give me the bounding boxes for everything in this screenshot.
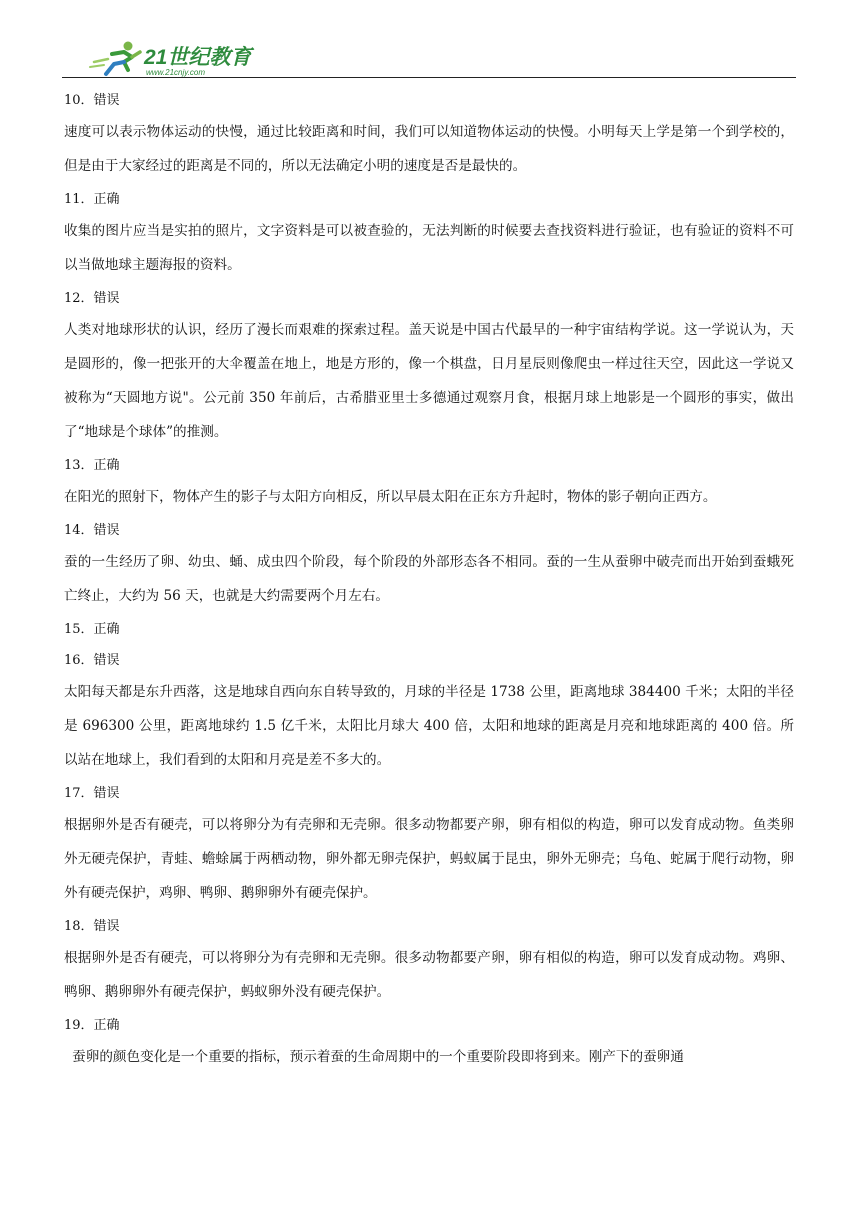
answer-item bbox=[64, 86, 794, 183]
page-header bbox=[62, 40, 796, 80]
answer-label: 13．正确 bbox=[64, 458, 120, 473]
answer-item bbox=[64, 1011, 794, 1074]
answer-label: 12．错误 bbox=[64, 291, 120, 306]
answer-explanation: 蚕卵的颜色变化是一个重要的指标，预示着蚕的生命周期中的一个重要阶段即将到来。刚产下的蚕卵通 bbox=[72, 1049, 684, 1065]
answer-item bbox=[64, 284, 794, 449]
answer-label: 16．错误 bbox=[64, 653, 120, 668]
answer-explanation: 人类对地球形状的认识，经历了漫长而艰难的探索过程。盖天说是中国古代最早的一种宇宙结构学说。这一学说认为，天是圆形的，像一把张开的大伞覆盖在地上，地是方形的，像一个棋盘，日月星辰则像爬虫一样过往天空，因此这一学说又被称为“天圆地方说"。公元前 350 年前后，古希腊亚里士多德通过观察月食，根据月球上地影是一个圆形的事实，做出了“地球是个球体”的推测。 bbox=[64, 322, 794, 440]
answer-explanation: 根据卵外是否有硬壳，可以将卵分为有壳卵和无壳卵。很多动物都要产卵，卵有相似的构造，卵可以发育成动物。鸡卵、鸭卵、鹅卵卵外有硬壳保护，蚂蚁卵外没有硬壳保护。 bbox=[64, 950, 794, 1000]
answer-item bbox=[64, 912, 794, 1009]
answer-explanation: 蚕的一生经历了卵、幼虫、蛹、成虫四个阶段，每个阶段的外部形态各不相同。蚕的一生从蚕卵中破壳而出开始到蚕蛾死亡终止，大约为 56 天，也就是大约需要两个月左右。 bbox=[64, 554, 794, 604]
answer-explanation: 在阳光的照射下，物体产生的影子与太阳方向相反，所以早晨太阳在正东方升起时，物体的影子朝向正西方。 bbox=[64, 489, 717, 505]
answer-label: 17．错误 bbox=[64, 786, 120, 801]
answer-label: 18．错误 bbox=[64, 919, 120, 934]
answer-list bbox=[64, 84, 794, 1074]
header-divider bbox=[62, 77, 796, 78]
answer-label: 10．错误 bbox=[64, 93, 120, 108]
answer-item bbox=[64, 451, 794, 514]
runner-icon bbox=[90, 42, 140, 75]
answer-item bbox=[64, 779, 794, 910]
answer-label: 11．正确 bbox=[64, 192, 120, 207]
answer-item bbox=[64, 615, 794, 644]
answer-label: 14．错误 bbox=[64, 523, 120, 538]
answer-explanation: 速度可以表示物体运动的快慢，通过比较距离和时间，我们可以知道物体运动的快慢。小明每天上学是第一个到学校的，但是由于大家经过的距离是不同的，所以无法确定小明的速度是否是最快的。 bbox=[64, 124, 794, 174]
answer-label: 19．正确 bbox=[64, 1018, 120, 1033]
answer-item bbox=[64, 185, 794, 282]
answer-explanation: 收集的图片应当是实拍的照片，文字资料是可以被查验的，无法判断的时候要去查找资料进行验证，也有验证的资料不可以当做地球主题海报的资料。 bbox=[64, 223, 794, 273]
answer-explanation: 太阳每天都是东升西落，这是地球自西向东自转导致的，月球的半径是 1738 公里，距离地球 384400 千米；太阳的半径是 696300 公里，距离地球约 1.5 亿千米，太阳比月球大 400 倍，太阳和地球的距离是月亮和地球距离的 400 倍。所以站在地球上，我们看到的太阳和月亮是差不多大的。 bbox=[64, 684, 794, 768]
answer-item bbox=[64, 516, 794, 613]
answer-explanation: 根据卵外是否有硬壳，可以将卵分为有壳卵和无壳卵。很多动物都要产卵，卵有相似的构造，卵可以发育成动物。鱼类卵外无硬壳保护，青蛙、蟾蜍属于两栖动物，卵外都无卵壳保护，蚂蚁属于昆虫，卵外无卵壳；乌龟、蛇属于爬行动物，卵外有硬壳保护，鸡卵、鸭卵、鹅卵卵外有硬壳保护。 bbox=[64, 817, 794, 901]
answer-label: 15．正确 bbox=[64, 622, 120, 637]
answer-item bbox=[64, 646, 794, 777]
svg-text:21世纪教育: 21世纪教育 bbox=[144, 46, 252, 69]
site-logo bbox=[88, 40, 258, 80]
svg-text:www.21cnjy.com: www.21cnjy.com bbox=[146, 68, 205, 77]
